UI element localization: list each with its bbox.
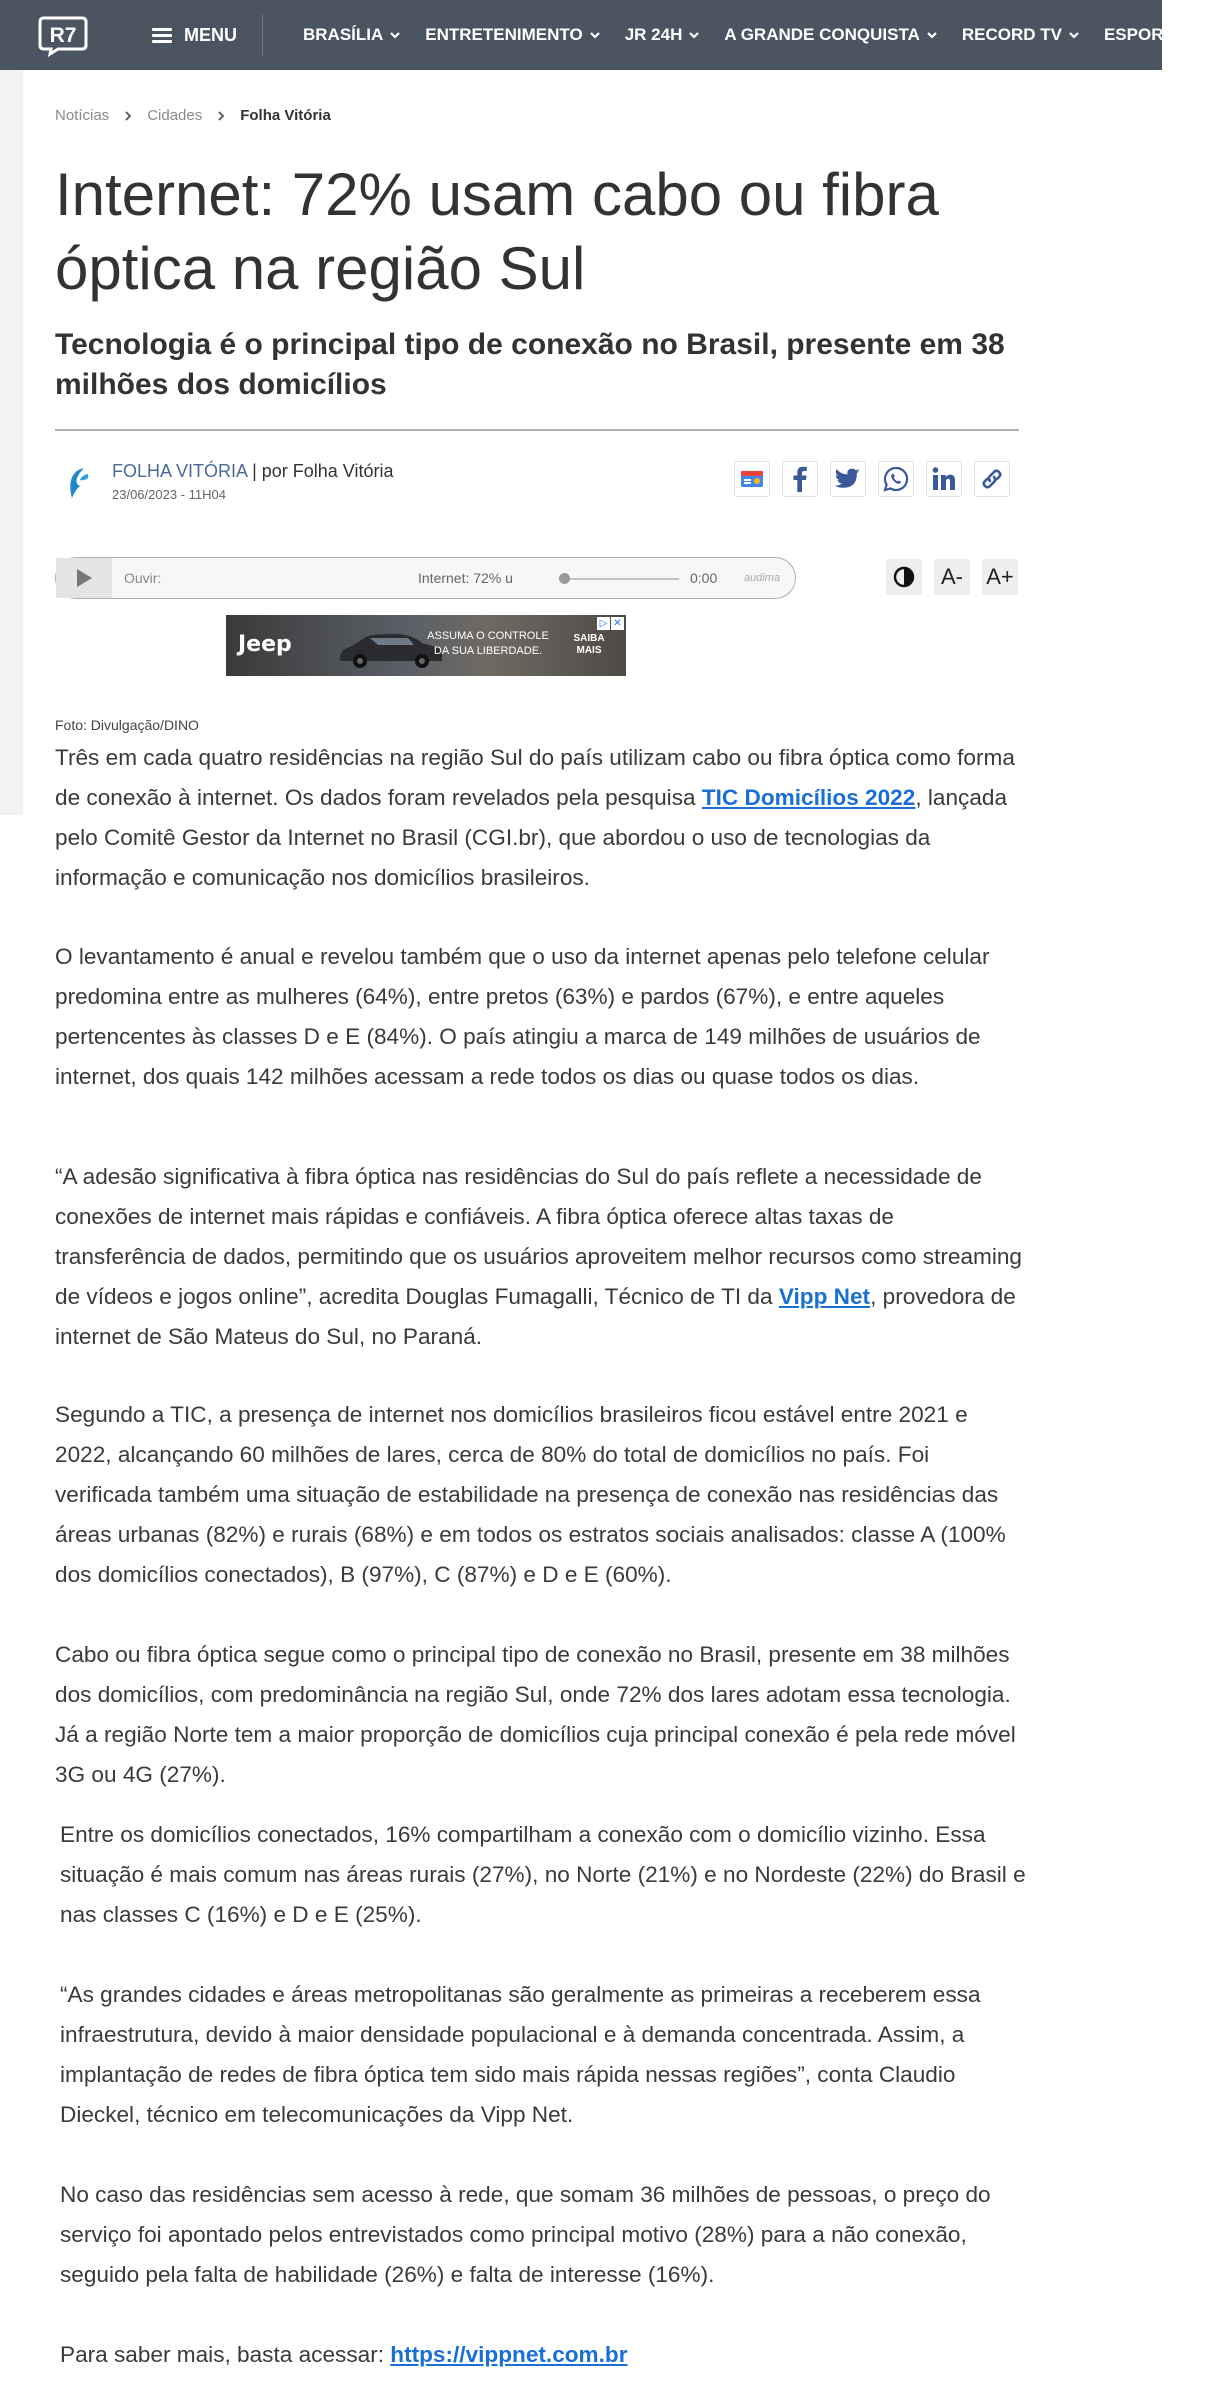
nav-item-label: ENTRETENIMENTO [425, 25, 583, 44]
nav-item-label: ESPORTES [1103, 25, 1197, 44]
decrease-font-button[interactable]: A- [934, 559, 970, 595]
nav-item-brasilia[interactable] [303, 25, 401, 45]
tic-domicilios-link[interactable]: TIC Domicílios 2022 [701, 785, 916, 810]
paragraph-text: , provedora de internet de São Mateus do Sul, no Paraná. [55, 1284, 1016, 1349]
linkedin-icon [931, 466, 957, 492]
breadcrumb-link-cidades[interactable]: Cidades [147, 107, 203, 124]
ad-info-icon[interactable]: ▷ [597, 617, 610, 630]
article-title: Internet: 72% usam cabo ou fibra óptica na região Sul [55, 161, 939, 302]
article-paragraph [60, 2335, 1030, 2375]
play-icon [75, 568, 93, 588]
article-paragraph [55, 1157, 1030, 1357]
twitter-share-button[interactable] [830, 461, 866, 497]
author-separator: | [252, 461, 257, 481]
share-buttons [734, 461, 1010, 497]
chevron-right-icon [216, 110, 226, 122]
article-paragraph: No caso das residências sem acesso à rede, que somam 36 milhões de pessoas, o preço do serviço foi apontado pelos entrevistados como principal motivo (28%) para a não conexão, seguido pela falta de habilidade (26%) e falta de interesse (16%). [60, 2182, 991, 2287]
player-time: 0:00 [690, 570, 718, 586]
author-byline: por Folha Vitória [261, 461, 394, 481]
menu-label: MENU [184, 24, 237, 45]
audio-player [55, 557, 796, 599]
contrast-toggle-button[interactable] [886, 559, 922, 595]
nav-item-label: BRASÍLIA [303, 25, 384, 44]
author-line [112, 461, 394, 482]
nav-menu [303, 22, 1215, 48]
twitter-icon [835, 468, 861, 490]
chevron-down-icon [389, 29, 401, 41]
vipp-net-link[interactable]: Vipp Net [778, 1284, 871, 1309]
paragraph-text: “A adesão significativa à fibra óptica nas residências do Sul do país reflete a necessidade de conexões de internet mais rápidas e confiáveis. A fibra óptica oferece altas taxas de transferência de dados, permitindo que os usuários aproveitem melhor recursos como streaming de vídeos e jogos online”, acredita Douglas Fumagalli, Técnico de TI da [55, 1164, 1022, 1309]
author-source[interactable]: FOLHA VITÓRIA [112, 461, 248, 481]
player-label: Ouvir: [124, 570, 162, 586]
folha-vitoria-logo[interactable] [58, 462, 100, 504]
left-page-shade [0, 70, 23, 815]
facebook-share-button[interactable] [782, 461, 818, 497]
chevron-down-icon [688, 29, 700, 41]
nav-item-entretenimento[interactable] [425, 25, 600, 45]
player-progress-track[interactable] [564, 578, 679, 580]
r7-logo[interactable] [38, 15, 88, 55]
vippnet-url-link[interactable]: https://vippnet.com.br [390, 2342, 628, 2367]
article-paragraph: “As grandes cidades e áreas metropolitanas são geralmente as primeiras a receberem essa infraestrutura, devido à maior densidade populacional e à demanda concentrada. Assim, a implantação de redes de fibra óptica tem sido mais rápida nessas regiões”, conta Claudio Dieckel, técnico em telecomunicações da Vipp Net. [60, 1982, 981, 2127]
article-paragraph: Segundo a TIC, a presença de internet nos domicílios brasileiros ficou estável entre 2021 e 2022, alcançando 60 milhões de lares, cerca de 80% do total de domicílios no país. Foi verificada também uma situação de estabilidade na presença de conexão nas residências das áreas urbanas (82%) e rurais (68%) e em todos os estratos sociais analisados: classe A (100% dos domicílios conectados), B (97%), C (87%) e D e E (60%). [55, 1402, 1006, 1587]
copy-link-icon [979, 466, 1005, 492]
title-divider [55, 429, 1019, 431]
top-navigation-bar [0, 0, 1197, 70]
chevron-down-icon [1203, 29, 1215, 41]
nav-item-label: A GRANDE CONQUISTA [724, 25, 920, 44]
ad-close-icon[interactable]: ✕ [611, 617, 624, 630]
ad-cta[interactable]: SAIBA MAIS [573, 633, 605, 656]
google-news-icon [739, 468, 765, 490]
svg-text:R7: R7 [49, 24, 77, 47]
linkedin-share-button[interactable] [926, 461, 962, 497]
article-paragraph: Cabo ou fibra óptica segue como o principal tipo de conexão no Brasil, presente em 38 milhões dos domicílios, com predominância na região Sul, onde 72% dos lares adotam essa tecnologia. Já a região Norte tem a maior proporção de domicílios cuja principal conexão é pela rede móvel 3G ou 4G (27%). [55, 1642, 1016, 1787]
article-paragraph: Entre os domicílios conectados, 16% compartilham a conexão com o domicílio vizinho. Essa situação é mais comum nas áreas rurais (27%), no Norte (21%) e no Nordeste (22%) do Brasil e nas classes C (16%) e D e E (25%). [60, 1822, 1026, 1927]
paragraph-text: , lançada pelo Comitê Gestor da Internet no Brasil (CGI.br), que abordou o uso de tecnologias da informação e comunicação nos domicílios brasileiros. [55, 785, 1008, 890]
nav-item-esportes[interactable] [1104, 25, 1215, 45]
ad-controls [597, 617, 624, 630]
player-brand[interactable]: audima [744, 572, 781, 584]
copy-link-button[interactable] [974, 461, 1010, 497]
paragraph-text: Três em cada quatro residências na região Sul do país utilizam cabo ou fibra óptica como forma de conexão à internet. Os dados foram revelados pela pesquisa [55, 745, 1015, 810]
hamburger-icon [152, 28, 172, 43]
paragraph-text: Para saber mais, basta acessar: [60, 2342, 391, 2367]
nav-item-label: JR 24H [624, 25, 683, 44]
chevron-down-icon [1068, 29, 1080, 41]
play-button[interactable] [56, 558, 112, 598]
nav-divider [262, 14, 263, 56]
contrast-icon [893, 566, 915, 588]
article-subtitle: Tecnologia é o principal tipo de conexão no Brasil, presente em 38 milhões dos domicílios [55, 328, 1005, 401]
google-news-share-button[interactable] [734, 461, 770, 497]
chevron-down-icon [589, 29, 601, 41]
advertisement-banner[interactable] [226, 615, 626, 676]
whatsapp-share-button[interactable] [878, 461, 914, 497]
menu-button[interactable] [152, 22, 237, 48]
chevron-down-icon [926, 29, 938, 41]
photo-credit: Foto: Divulgação/DINO [55, 717, 199, 733]
nav-item-jr24h[interactable] [625, 25, 701, 45]
article-date: 23/06/2023 - 11H04 [112, 487, 226, 502]
article-paragraph [55, 738, 1030, 898]
nav-item-a-grande-conquista[interactable] [724, 25, 938, 45]
article-paragraph: O levantamento é anual e revelou também que o uso da internet apenas pelo telefone celular predomina entre as mulheres (64%), entre pretos (63%) e pardos (67%), e entre aqueles pertencentes às classes D e E (84%). O país atingiu a marca de 149 milhões de usuários de internet, dos quais 142 milhões acessam a rede todos os dias ou quase todos os dias. [55, 944, 990, 1089]
breadcrumb [55, 107, 331, 124]
whatsapp-icon [883, 466, 909, 492]
ad-headline: ASSUMA O CONTROLE DA SUA LIBERDADE. [427, 630, 549, 657]
player-track-title: Internet: 72% u [418, 570, 513, 586]
increase-font-button[interactable]: A+ [982, 559, 1018, 595]
ad-brand: Jeep [238, 632, 292, 657]
breadcrumb-link-noticias[interactable]: Notícias [55, 107, 110, 124]
player-progress-handle[interactable] [559, 573, 570, 584]
nav-item-record-tv[interactable] [962, 25, 1080, 45]
breadcrumb-current[interactable]: Folha Vitória [240, 107, 331, 124]
nav-item-label: RECORD TV [961, 25, 1062, 44]
accessibility-tools [886, 559, 1018, 595]
chevron-right-icon [123, 110, 133, 122]
facebook-icon [792, 466, 808, 492]
